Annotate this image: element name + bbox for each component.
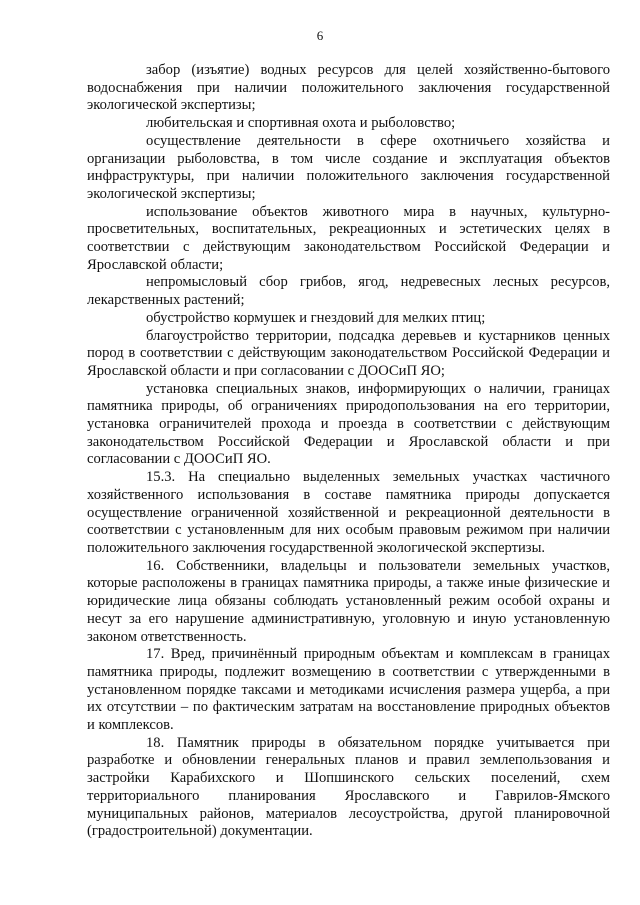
paragraph-hunting-fishing: любительская и спортивная охота и рыболовство; [146, 115, 456, 132]
page-number: 6 [316, 28, 324, 43]
paragraph-bird-feeders: обустройство кормушек и гнездовий для мелких птиц; [146, 309, 486, 326]
paragraph-wildlife-use: использование объектов животного мира в научных, культурно-просветительных, воспитательных, рекреационных и эстетических целях в соответствии с действующим законодательством Российской Федерации и Ярославской области; [87, 203, 610, 273]
document-body [87, 62, 610, 841]
paragraph-water-intake: забор (изъятие) водных ресурсов для целей хозяйственно-бытового водоснабжения при наличии положительного заключения государственной экологической экспертизы; [87, 62, 610, 114]
paragraph-17: 17. Вред, причинённый природным объектам и комплексам в границах памятника природы, подлежит возмещению в соответствии с утвержденными в установленном порядке таксами и методиками исчисления размера ущерба, а при их отсутствии – по фактическим затратам на восстановление природных объектов и комплексов. [87, 646, 610, 734]
paragraph-15-3: 15.3. На специально выделенных земельных участках частичного хозяйственного использования в составе памятника природы допускается осуществление ограниченной хозяйственной и рекреационной деятельности в соответствии с установленным для них особым правовым режимом при наличии положительного заключения государственной экологической экспертизы. [87, 469, 610, 556]
paragraph-16: 16. Собственники, владельцы и пользователи земельных участков, которые расположены в границах памятника природы, а также иные физические и юридические лица обязаны соблюдать установленный режим особой охраны и несут за его нарушение административную, уголовную и иную установленную законом ответственность. [87, 557, 610, 645]
paragraph-hunting-economy: осуществление деятельности в сфере охотничьего хозяйства и организации рыболовства, в том числе создание и эксплуатация объектов инфраструктуры, при наличии положительного заключения государственной экологической экспертизы; [87, 132, 610, 202]
paragraph-18: 18. Памятник природы в обязательном порядке учитывается при разработке и обновлении генеральных планов и правил землепользования и застройки Карабихского и Шопшинского сельских поселений, схем территориального планирования Ярославского и Гаврилов-Ямского муниципальных районов, материалов лесоустройства, другой планировочной (градостроительной) документации. [87, 734, 610, 840]
paragraph-signs: установка специальных знаков, информирующих о наличии, границах памятника природы, об ограничениях природопользования на его территории, установка ограничителей прохода и проезда в соответствии с действующим законодательством Российской Федерации и Ярославской области и при согласовании с ДООСиП ЯО. [87, 380, 610, 468]
paragraph-landscaping: благоустройство территории, подсадка деревьев и кустарников ценных пород в соответствии с действующим законодательством Российской Федерации и Ярославской области и при согласовании с ДООСиП ЯО; [87, 327, 610, 379]
paragraph-gathering: непромысловый сбор грибов, ягод, недревесных лесных ресурсов, лекарственных растений; [87, 274, 610, 309]
